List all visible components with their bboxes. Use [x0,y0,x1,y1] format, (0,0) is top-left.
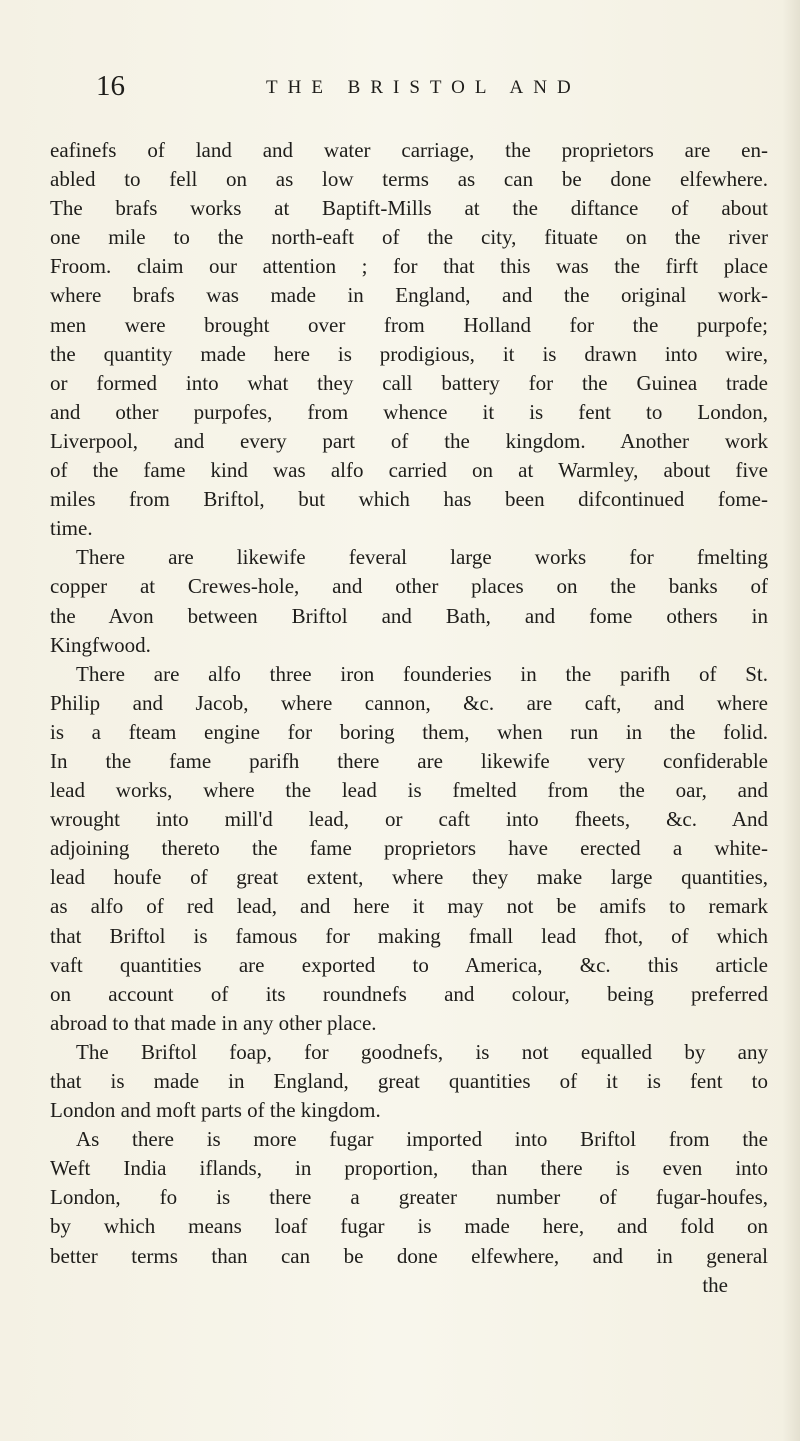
text-line: abroad to that made in any other place. [50,1010,377,1035]
running-head: THE BRISTOL AND [266,77,581,98]
text-line: wrought into mill'd lead, or caft into fheets, &c. And [50,807,768,832]
text-line: adjoining thereto the fame proprietors have erected a white- [50,836,768,861]
page-number: 16 [96,70,125,102]
text-line: There are likewife feveral large works for fmelting [76,545,768,570]
text-line: men were brought over from Holland for the purpofe; [50,312,768,337]
text-line: is a fteam engine for boring them, when run in the folid. [50,719,768,744]
text-line: the quantity made here is prodigious, it is drawn into wire, [50,341,768,366]
text-line: of the fame kind was alfo carried on at Warmley, about five [50,458,768,483]
text-line: Liverpool, and every part of the kingdom. Another work [50,428,768,453]
text-line: London, fo is there a greater number of fugar-houfes, [50,1185,768,1210]
page-header [96,66,616,106]
text-line: as alfo of red lead, and here it may not be amifs to remark [50,894,768,919]
text-line: lead works, where the lead is fmelted from the oar, and [50,778,768,803]
text-line: better terms than can be done elfewhere, and in general [50,1243,768,1268]
body-text [50,136,768,1300]
text-line: by which means loaf fugar is made here, and fold on [50,1214,768,1239]
text-line: that Briftol is famous for making fmall lead fhot, of which [50,923,768,948]
text-line: miles from Briftol, but which has been difcontinued fome- [50,487,768,512]
text-line: the Avon between Briftol and Bath, and fome others in [50,603,768,628]
text-line: Froom. claim our attention ; for that this was the firft place [50,254,768,279]
text-line: London and moft parts of the kingdom. [50,1098,381,1123]
text-line: vaft quantities are exported to America, &c. this article [50,952,768,977]
text-line: In the fame parifh there are likewife very confiderable [50,748,768,773]
text-line: and other purpofes, from whence it is fent to London, [50,399,768,424]
text-line: lead houfe of great extent, where they make large quantities, [50,865,768,890]
text-line: or formed into what they call battery for the Guinea trade [50,370,768,395]
text-line: on account of its roundnefs and colour, being preferred [50,981,768,1006]
text-line: The brafs works at Baptift-Mills at the diftance of about [50,196,768,221]
text-line: copper at Crewes-hole, and other places on the banks of [50,574,768,599]
text-line: that is made in England, great quantities of it is fent to [50,1069,768,1093]
text-line: time. [50,516,93,541]
text-line: one mile to the north-eaft of the city, fituate on the river [50,225,768,250]
text-line: As there is more fugar imported into Briftol from the [76,1127,768,1152]
text-line: abled to fell on as low terms as can be done elfewhere. [50,167,768,192]
text-line: Weft India iflands, in proportion, than there is even into [50,1156,768,1181]
text-line: There are alfo three iron founderies in the parifh of St. [76,661,768,686]
text-line: Kingfwood. [50,632,151,657]
text-line: Philip and Jacob, where cannon, &c. are caft, and where [50,690,768,715]
text-line: The Briftol foap, for goodnefs, is not equalled by any [76,1039,768,1064]
catchword: the [702,1272,728,1297]
text-line: eafinefs of land and water carriage, the proprietors are en- [50,138,768,162]
page-edge-shadow [782,0,800,1441]
text-line: where brafs was made in England, and the original work- [50,283,768,308]
